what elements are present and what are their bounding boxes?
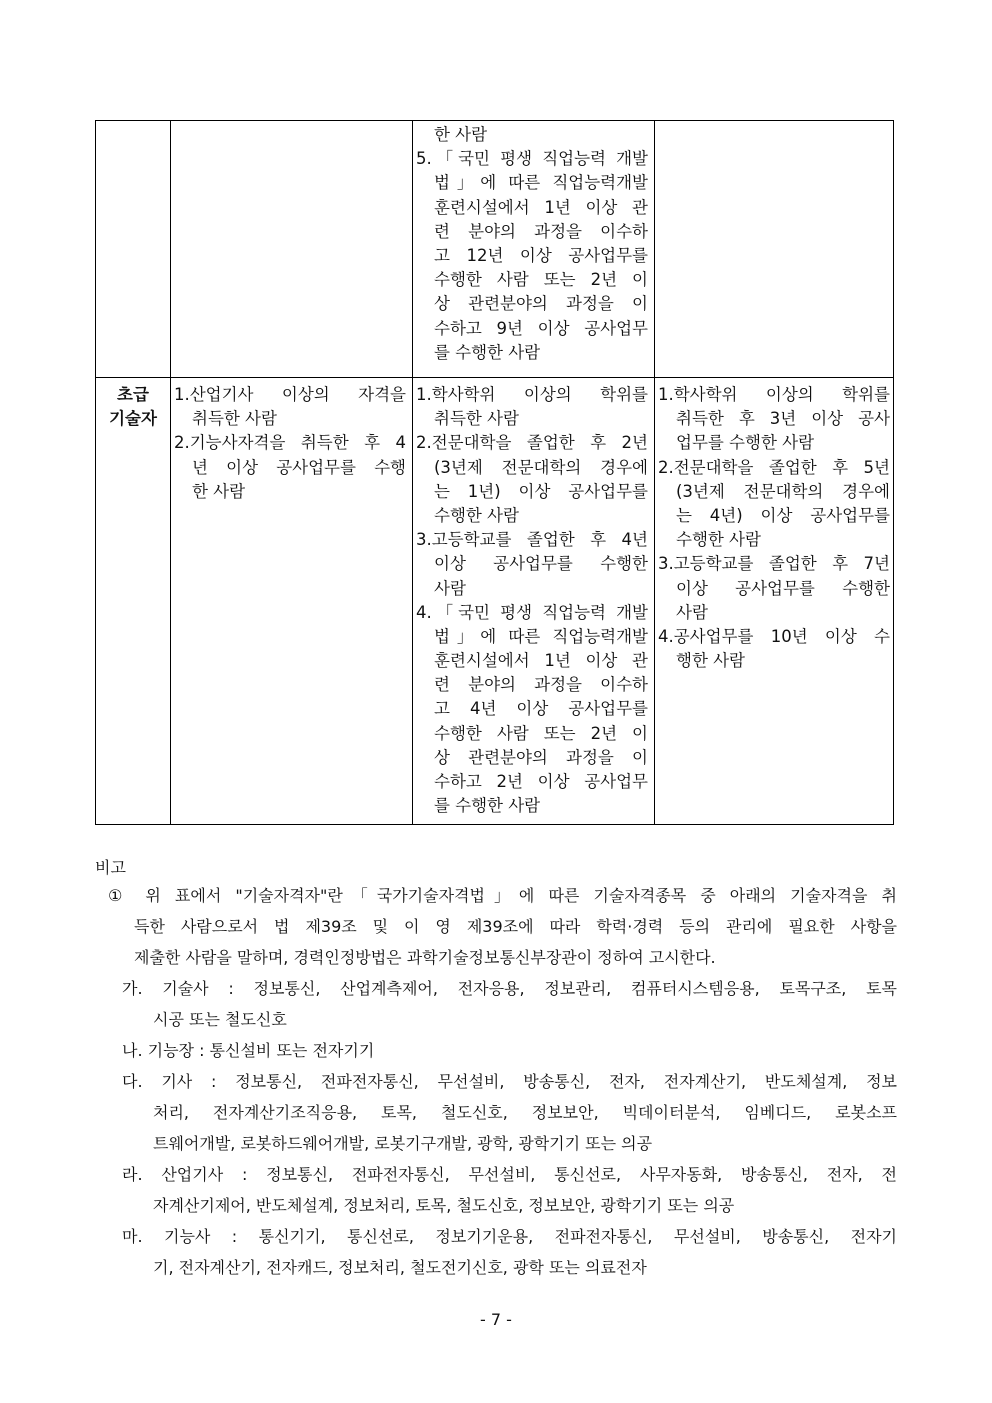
junior-label-line2: 기술자 — [109, 409, 157, 429]
cell-line: 수행한 사람 또는 2년 이 — [434, 723, 648, 743]
cell-line: 고 12년 이상 공사업무를 — [434, 245, 648, 265]
cell-line: 수행한 사람 또는 2년 이 — [434, 270, 648, 290]
cell-line: 5.「국민 평생 직업능력 개발 — [416, 149, 648, 169]
cell-line: 4.공사업무를 10년 이상 수 — [658, 626, 890, 646]
note-line: 처리, 전자계산기조직응용, 토목, 철도신호, 정보보안, 빅데이터분석, 임베디드, 로봇소프 — [153, 1103, 897, 1122]
table-divider — [170, 121, 171, 824]
note-line: 라. 산업기사 : 정보통신, 전파전자통신, 무선설비, 통신선로, 사무자동화, 방송통신, 전자, 전 — [122, 1165, 897, 1184]
cell-line: 수행한 사람 — [434, 505, 519, 525]
cell-line: 취득한 후 3년 이상 공사 — [676, 409, 890, 429]
cell-line: (3년제 전문대학의 경우에 — [676, 481, 890, 501]
qualification-table — [95, 120, 894, 825]
cell-line: 상 관련분야의 과정을 이 — [434, 294, 648, 314]
cell-line: 훈련시설에서 1년 이상 관 — [434, 197, 648, 217]
note-line: 트웨어개발, 로봇하드웨어개발, 로봇기구개발, 광학, 광학기기 또는 의공 — [153, 1134, 653, 1153]
junior-col4-cell — [658, 383, 890, 673]
cell-line: 업무를 수행한 사람 — [676, 433, 815, 453]
cell-line: 한 사람 — [434, 125, 488, 144]
note-line: 기, 전자계산기, 전자캐드, 정보처리, 철도전기신호, 광학 또는 의료전자 — [153, 1258, 647, 1277]
junior-label — [96, 383, 170, 431]
cell-line: 년 이상 공사업무를 수행 — [192, 457, 406, 477]
table-divider — [412, 121, 413, 824]
cell-line: 는 4년) 이상 공사업무를 — [676, 505, 890, 525]
page-number: - 7 - — [480, 1310, 512, 1329]
table-divider — [96, 377, 893, 378]
cell-line: 훈련시설에서 1년 이상 관 — [434, 651, 648, 671]
cell-line: 를 수행한 사람 — [434, 342, 541, 362]
cell-line: 이상 공사업무를 수행한 — [434, 554, 648, 574]
cell-line: 련 분야의 과정을 이수하 — [434, 675, 648, 695]
note-line: 제출한 사람을 말하며, 경력인정방법은 과학기술정보통신부장관이 정하여 고시한다. — [134, 948, 716, 967]
cell-line: (3년제 전문대학의 경우에 — [434, 457, 648, 477]
junior-label-line1: 초급 — [117, 385, 149, 404]
cell-line: 사람 — [676, 602, 708, 622]
note-line: 나. 기능장 : 통신설비 또는 전자기기 — [122, 1041, 375, 1060]
cell-line: 한 사람 — [192, 481, 246, 501]
top-row-col3-cell — [416, 123, 648, 365]
cell-line: 2.전문대학을 졸업한 후 5년 — [658, 457, 890, 477]
note-line: 자계산기제어, 반도체설계, 정보처리, 토목, 철도신호, 정보보안, 광학기기 또는 의공 — [153, 1196, 735, 1215]
cell-line: 상 관련분야의 과정을 이 — [434, 747, 648, 767]
note-line: ① 위 표에서 "기술자격자"란「국가기술자격법」에 따른 기술자격종목 중 아래의 기술자격을 취 — [108, 886, 897, 905]
cell-line: 2.기능사자격을 취득한 후 4 — [174, 433, 406, 453]
junior-col2-cell — [174, 383, 406, 504]
cell-line: 4.「국민 평생 직업능력 개발 — [416, 602, 648, 622]
note-line: 가. 기술사 : 정보통신, 산업계측제어, 전자응용, 정보관리, 컴퓨터시스템응용, 토목구조, 토목 — [122, 979, 897, 998]
cell-line: 이상 공사업무를 수행한 — [676, 578, 890, 598]
note-line: 다. 기사 : 정보통신, 전파전자통신, 무선설비, 방송통신, 전자, 전자계산기, 반도체설계, 정보 — [122, 1072, 897, 1091]
cell-line: 3.고등학교를 졸업한 후 4년 — [416, 530, 648, 550]
cell-line: 사람 — [434, 578, 466, 598]
cell-line: 취득한 사람 — [434, 409, 519, 429]
cell-line: 수행한 사람 — [676, 530, 761, 550]
cell-line: 1.학사학위 이상의 학위를 — [658, 385, 890, 404]
cell-line: 3.고등학교를 졸업한 후 7년 — [658, 554, 890, 574]
note-line: 마. 기능사 : 통신기기, 통신선로, 정보기기운용, 전파전자통신, 무선설비, 방송통신, 전자기 — [122, 1227, 897, 1246]
cell-line: 2.전문대학을 졸업한 후 2년 — [416, 433, 648, 453]
cell-line: 고 4년 이상 공사업무를 — [434, 699, 648, 719]
table-divider — [654, 121, 655, 824]
cell-line: 행한 사람 — [676, 651, 746, 671]
cell-line: 1.학사학위 이상의 학위를 — [416, 385, 648, 404]
cell-line: 수하고 2년 이상 공사업무 — [434, 772, 648, 791]
note-line: 득한 사람으로서 법 제39조 및 이 영 제39조에 따라 학력·경력 등의 관리에 필요한 사항을 — [134, 917, 897, 936]
cell-line: 를 수행한 사람 — [434, 796, 541, 816]
cell-line: 수하고 9년 이상 공사업무 — [434, 318, 648, 338]
notes-heading: 비고 — [95, 858, 126, 877]
cell-line: 는 1년) 이상 공사업무를 — [434, 481, 648, 501]
note-line: 시공 또는 철도신호 — [153, 1010, 287, 1029]
cell-line: 취득한 사람 — [192, 409, 277, 429]
cell-line: 법」에 따른 직업능력개발 — [434, 173, 648, 193]
cell-line: 1.산업기사 이상의 자격을 — [174, 385, 406, 404]
junior-col3-cell — [416, 383, 648, 818]
cell-line: 련 분야의 과정을 이수하 — [434, 221, 648, 241]
cell-line: 법」에 따른 직업능력개발 — [434, 626, 648, 646]
